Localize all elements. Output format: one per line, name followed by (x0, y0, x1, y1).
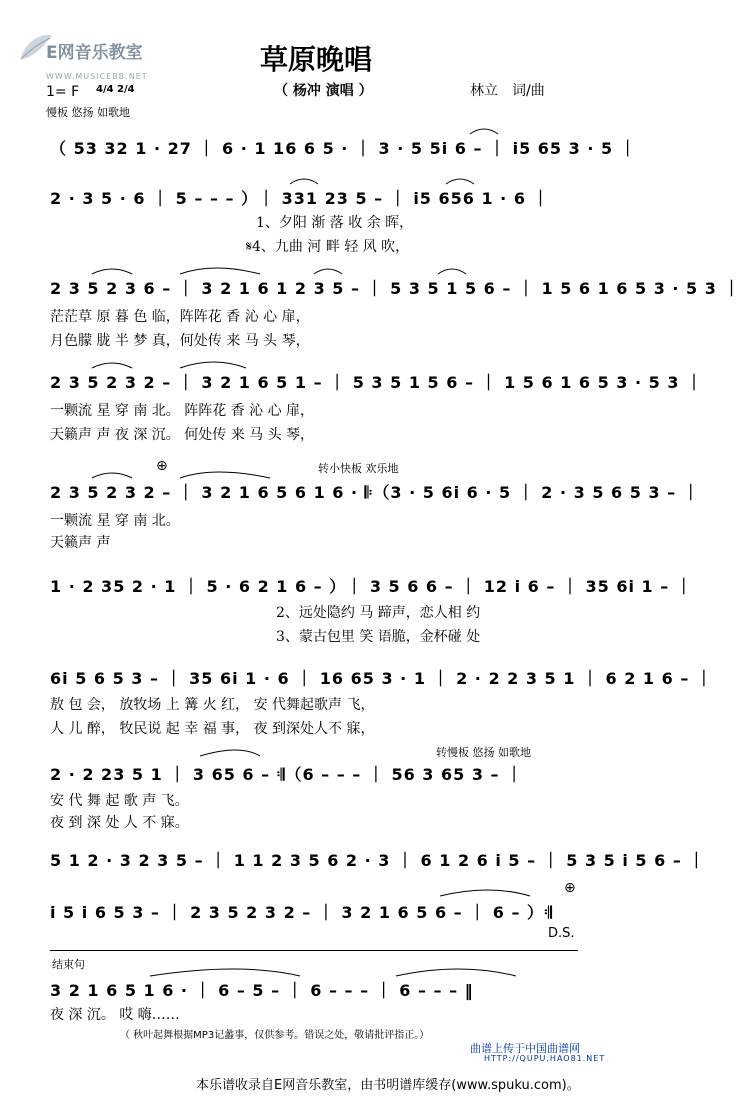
slur-arc (290, 179, 318, 184)
lyric-row-6b: 3、蒙古包里 笑 语脆，金杯碰 处 (276, 629, 481, 645)
score-row-7: 6i 5 6 5 3 – ｜ 35 6i 1 · 6 ｜ 16 65 3 · 1 ｜ 2 · 2 2 3 5 1 ｜ 6 2 1 6 – ｜ (50, 669, 713, 688)
lyric-row-5b: 天籁声 声 (50, 535, 111, 551)
lyric-row-7b: 人 儿 醉， 牧民说 起 幸 福 事， 夜 到深处人不 寐， (50, 721, 375, 737)
ending-mark: 结束句 (52, 958, 85, 971)
score-row-10: i 5 i 6 5 3 – ｜ 2 3 5 2 3 2 – ｜ 3 2 1 6 5 6 – ｜ 6 – ）𝄇 (50, 903, 553, 922)
lyric-row-8a: 安 代 舞 起 歌 声 飞。 (50, 793, 189, 809)
score-row-6: 1 · 2 35 2 · 1 ｜ 5 · 6 2 1 6 – ）｜ 3 5 6 6 – ｜ 12 i 6 – ｜ 35 6i 1 – ｜ (50, 577, 693, 596)
dal-segno: D.S. (548, 926, 575, 941)
slur-arc (92, 473, 132, 478)
lyric-row-11: 夜 深 沉。 哎 嗨…… (50, 1007, 180, 1023)
slur-arc (180, 268, 260, 274)
lyric-row-8b: 夜 到 深 处 人 不 寐。 (50, 815, 189, 831)
score-row-3: 2 3 5 2 3 6 – ｜ 3 2 1 6 1 2 3 5 – ｜ 5 3 5 1 5 6 – ｜ 1 5 6 1 6 5 3 · 5 3 ｜ (50, 279, 740, 298)
slur-arc (438, 269, 466, 274)
tempo-marking: 慢板 悠扬 如歌地 (46, 106, 130, 119)
key-signature: 1= F (46, 84, 80, 100)
score-row-2: 2 · 3 5 · 6 ｜ 5 – – – ）｜ 331 23 5 – ｜ i5 656 1 · 6 ｜ (50, 189, 550, 208)
slur-arc (314, 269, 342, 274)
watermark-url: HTTP://QUPU.HAO81.NET (484, 1054, 606, 1063)
slur-arc (200, 750, 260, 756)
score-row-11: 3 2 1 6 5 1 6 · ｜ 6 – 5 – ｜ 6 – – – ｜ 6 – – – ‖ (50, 981, 474, 1000)
tempo-change-mark: 转小快板 欢乐地 (318, 462, 399, 475)
lyric-row-7a: 敖 包 会， 放牧场 上 篝 火 红， 安 代舞起歌声 飞， (50, 697, 375, 713)
slur-arc (180, 362, 246, 368)
page-footer: 本乐谱收录自E网音乐教室，由书明谱库缓存(www.spuku.com)。 (196, 1078, 580, 1093)
slur-arc (180, 472, 270, 478)
score-row-5: 2 3 5 2 3 2 – ｜ 3 2 1 6 5 6 1 6 · 𝄆（3 · 5 6i 6 · 5 ｜ 2 · 3 5 6 5 3 – ｜ (50, 483, 700, 502)
score-row-8: 2 · 2 23 5 1 ｜ 3 65 6 – 𝄇（6 – – – ｜ 56 3 65 3 – ｜ (50, 765, 524, 784)
score-row-1: （ 53 32 1 · 27 ｜ 6 · 1 16 6 5 · ｜ 3 · 5 5i 6 – ｜ i5 65 3 · 5 ｜ (50, 139, 637, 158)
lyric-row-2b: 𝄋4、九曲 河 畔 轻 风 吹， (246, 239, 410, 255)
site-name: E网音乐教室 (46, 43, 143, 63)
score-row-9: 5 1 2 · 3 2 3 5 – ｜ 1 1 2 3 5 6 2 · 3 ｜ 6 1 2 6 i 5 – ｜ 5 3 5 i 5 6 – ｜ (50, 851, 706, 870)
lyric-row-2a: 1、夕阳 渐 落 收 余 晖， (256, 215, 414, 231)
coda-sign-icon: ⊕ (156, 458, 168, 474)
score-row-4: 2 3 5 2 3 2 – ｜ 3 2 1 6 5 1 – ｜ 5 3 5 1 5 6 – ｜ 1 5 6 1 6 5 3 · 5 3 ｜ (50, 373, 704, 392)
time-signature: 4/4 2/4 (96, 84, 135, 95)
slur-arc (92, 363, 132, 368)
lyric-row-4a: 一颗流 星 穿 南 北。 阵阵花 香 沁 心 扉， (50, 403, 315, 419)
song-title: 草原晚唱 (259, 43, 372, 76)
lyric-row-3b: 月色朦 胧 半 梦 真，何处传 来 马 头 琴， (50, 333, 310, 349)
author: 林立 词/曲 (470, 83, 545, 99)
lyric-row-4b: 天籁声 声 夜 深 沉。 何处传 来 马 头 琴， (50, 427, 315, 443)
slur-arc (446, 179, 474, 184)
coda-sign-icon-2: ⊕ (564, 880, 576, 896)
tempo-change-mark-2: 转慢板 悠扬 如歌地 (436, 746, 531, 759)
site-url: WWW.MUSICEBB.NET (46, 72, 148, 81)
lyric-row-5a: 一颗流 星 穿 南 北。 (50, 513, 180, 529)
singer: （ 杨冲 演唱 ） (274, 83, 373, 99)
slur-arc (92, 269, 132, 274)
watermark-cn: 曲谱上传于中国曲谱网 (470, 1042, 580, 1055)
slur-arc (150, 969, 300, 976)
slur-arc (440, 890, 530, 896)
transcriber-note: （ 秋叶起舞根据MP3记蠡事，仅供参考。错误之处，敬请批评指正。） (120, 1030, 430, 1041)
slur-arc (470, 129, 498, 134)
lyric-row-3a: 茫茫草 原 暮 色 临，阵阵花 香 沁 心 扉， (50, 309, 310, 325)
slur-arc (396, 969, 516, 976)
lyric-row-6a: 2、远处隐约 马 蹄声，恋人相 约 (276, 605, 481, 621)
